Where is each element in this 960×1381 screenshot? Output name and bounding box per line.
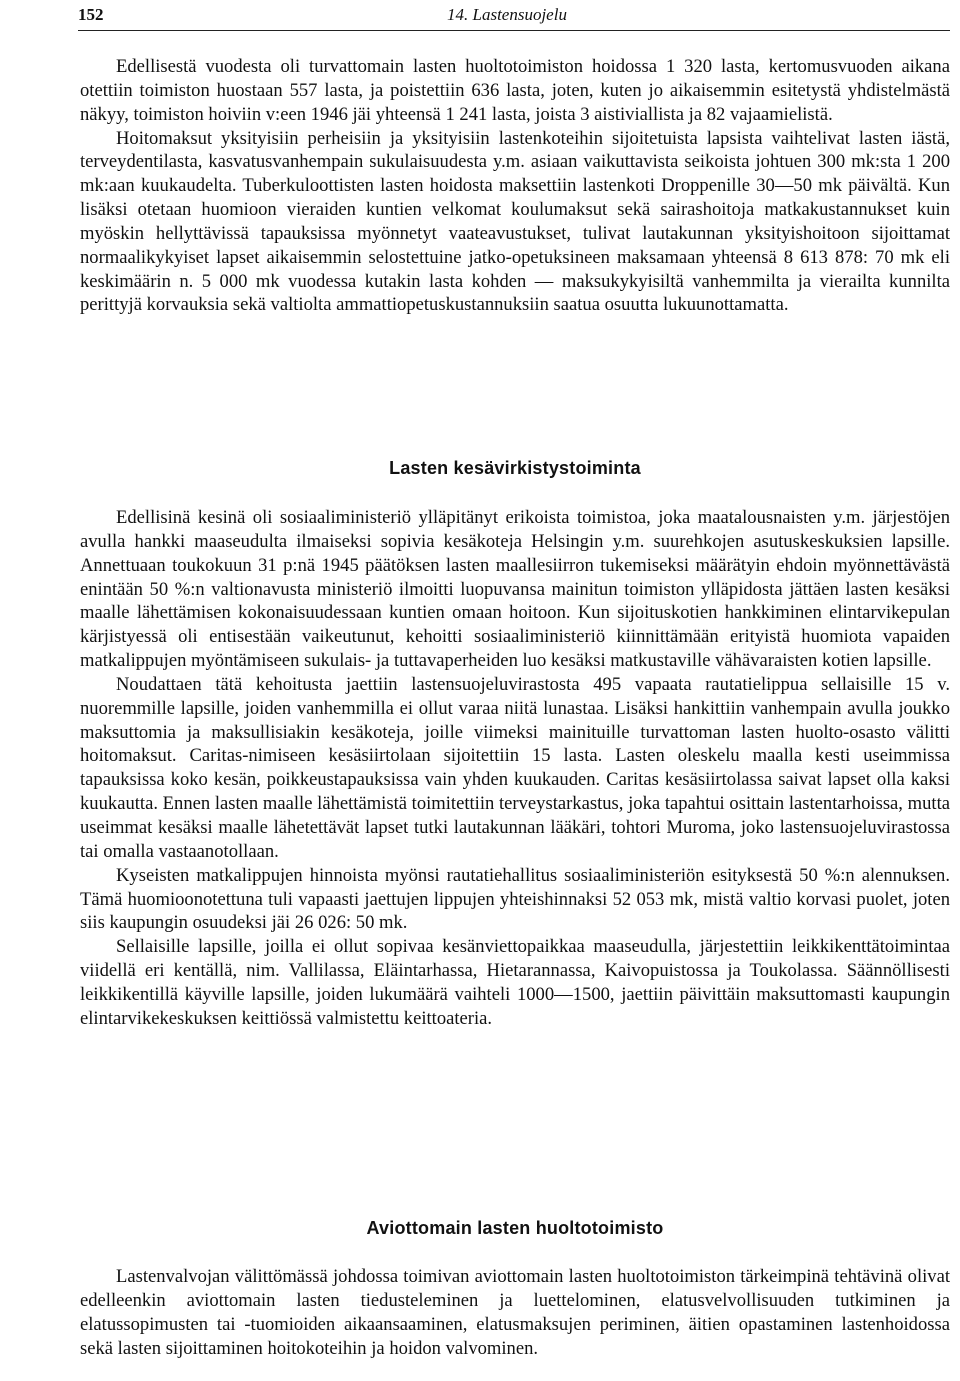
paragraph: Edellisestä vuodesta oli turvattomain lasten huoltotoimiston hoidossa 1 320 lasta, kertomusvuoden aikana otettiin toimiston huostaan 557 lasta, ja poistettiin 636 lasta, joten, kuten jo aikaisemmin esitetystä yhdistelmästä näkyy, toimiston hoiviin v:een 1946 jäi yhteensä 1 241 lasta, joista 3 aistiviallista ja 82 vajaamielistä. — [80, 56, 950, 125]
section-heading-illegitimate: Aviottomain lasten huoltotoimisto — [366, 1218, 664, 1238]
chapter-title: 14. Lastensuojelu — [447, 5, 567, 24]
section-intro — [80, 55, 950, 317]
section-illegitimate — [80, 1265, 950, 1360]
paragraph: Lastenvalvojan välittömässä johdossa toimivan aviottomain lasten huoltotoimiston tärkeimpinä tehtävinä olivat edelleenkin aviottomain lasten tiedusteleminen ja luettelominen, elatusvelvollisuuden tutkiminen ja elatussopimusten tai -tuomioiden aikaansaaminen, elatusmaksujen periminen, äitien opastaminen lastenhoidossa sekä lasten sijoittaminen hoitokoteihin ja hoidon valvominen. — [80, 1266, 950, 1359]
running-header — [78, 4, 950, 31]
paragraph: Noudattaen tätä kehoitusta jaettiin lastensuojeluvirastosta 495 vapaata rautatielippua sellaisille 15 v. nuoremmille lapsille, joiden vanhemmilla ei ollut varaa niitä lunastaa. Lisäksi hankittiin vanhempain avulla joukko maksuttomia ja maksullisiakin kesäkoteja, joille viimeksi mainituille turvattoman lasten huolto-osasto välitti hoitomaksut. Caritas-nimiseen kesäsiirtolaan sijoitettiin 15 lasta. Lasten oleskelu maalla kesti useimmissa tapauksissa koko kesän, poikkeustapauksissa vain yhden kuukauden. Caritas kesäsiirtolassa saivat lapset olla kaksi kuukautta. Ennen lasten maalle lähettämistä toimitettiin terveystarkastus, joka tapahtui osittain lastentarhoissa, mutta useimmat kesäksi maalle lähetettävät lapset tutki lautakunnan lääkäri, tohtori Muroma, joko lastensuojeluvirastossa tai omalla vastaanotollaan. — [80, 673, 950, 862]
paragraph: Kyseisten matkalippujen hinnoista myönsi rautatiehallitus sosiaaliministeriön esityksestä 50 %:n alennuksen. Tämä huomioonotettuna tuli vapaasti jaettujen lippujen yhteishinnaksi 52 053 mk, mistä valtio korvasi puolet, joten siis kaupungin osuudeksi jäi 26 026: 50 mk. — [80, 864, 950, 934]
paragraph: Hoitomaksut yksityisiin perheisiin ja yksityisiin lastenkoteihin sijoitetuista lapsista vaihtelivat lasten iästä, terveydentilasta, kasvatusvanhempain sukulaisuudesta y.m. asiaan vaikuttavista seikoista johtuen 300 mk:sta 1 200 mk:aan kuukaudelta. Tuberkuloottisten lasten hoidosta maksettiin lastenkoti Droppenille 30—50 mk päivältä. Kun lisäksi otetaan huomioon vieraiden kuntien velkomat koulumaksut sekä sairashoitoja matkakustannukset kuin myöskin hellyttävissä tapauksissa myönnetyt vaateavustukset, tulivat lautakunnan yksityishoitoon sijoittamat normaalikykyiset lapset aikaisemmin selostettuine jatko-opetuksineen maksamaan yhteensä 8 613 878: 70 mk eli keskimäärin n. 5 000 mk vuodessa kutakin lasta kohden — maksukykyisiltä vanhemmilta ja vierailta kunnilta perittyjä korvauksia sekä valtiolta ammattiopetuskustannuksiin saatua osuutta lukuunottamatta. — [80, 127, 950, 316]
section-heading-summer: Lasten kesävirkistystoiminta — [389, 458, 641, 478]
section-summer — [80, 506, 950, 1031]
paragraph: Sellaisille lapsille, joilla ei ollut sopivaa kesänviettopaikkaa maaseudulla, järjestettiin leikkikenttätoimintaa viidellä eri kentällä, nim. Vallilassa, Eläintarhassa, Hietarannassa, Kaivopuistossa ja Toukolassa. Säännöllisesti leikkikentillä käyville lapsille, joiden lukumäärä vaihteli 1000—1500, jaettiin päivittäin maksuttomasti kaupungin elintarvikekeskuksen keittiössä valmistettu keittoateria. — [80, 936, 950, 1029]
paragraph: Edellisinä kesinä oli sosiaaliministeriö ylläpitänyt erikoista toimistoa, joka maatalousnaisten y.m. järjestöjen avulla hankki maaseudulta ilmaiseksi sopivia kesäkoteja Helsingin y.m. suurehkojen asutuskeskuksien lapsille. Annettuaan toukokuun 31 p:nä 1945 päätöksen lasten maallesiirron tukemiseksi määrätyin ehdoin myönnettävästä enintään 50 %:n valtionavusta ministeriö ilmoitti luopuvansa mainitun toimiston ylläpidosta jättäen lasten kesäksi maalle lähettämisen kokonaisuudessaan kuntien omaan hoitoon. Kun sijoituskotien hankkiminen elintarvikepulan kärjistyessä oli entisestään vaikeutunut, kehoitti sosiaaliministeriö kiinnittämään erityistä huomiota vapaiden matkalippujen myöntämiseen sukulais- ja tuttavaperheiden luo kesäksi matkustaville vähävaraisten kotien lapsille. — [80, 507, 950, 672]
page-number: 152 — [78, 5, 104, 24]
